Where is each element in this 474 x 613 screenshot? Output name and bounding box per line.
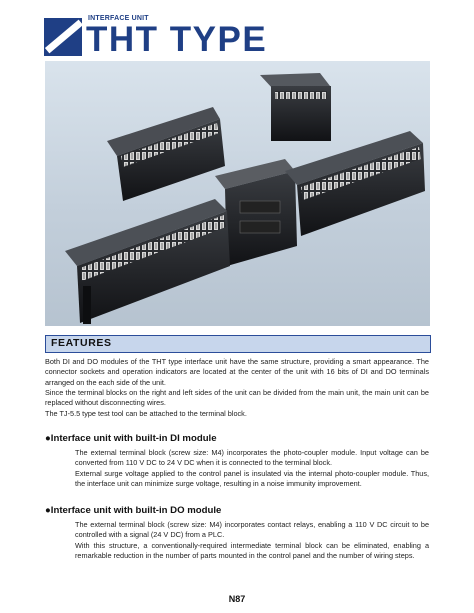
- features-paragraph-3: The TJ-5.5 type test tool can be attached to the terminal block.: [45, 409, 247, 418]
- unit-front-left: [65, 199, 230, 324]
- features-bar: [45, 335, 431, 353]
- unit-back-right: [260, 73, 331, 141]
- header-subtitle: INTERFACE UNIT: [88, 15, 149, 22]
- product-illustration: [45, 61, 430, 326]
- di-section-heading: ●Interface unit with built-in DI module: [45, 433, 217, 444]
- unit-back-left: [107, 107, 225, 201]
- page-number: N87: [228, 594, 246, 604]
- features-paragraph-1: Both DI and DO modules of the THT type interface unit have the same structure, providing a smart appearance. The connector sockets and operation indicators are located at the center of the unit with 16 bits of DI and DO terminals arranged on the each side of the unit.: [45, 357, 429, 387]
- features-paragraph-2: Since the terminal blocks on the right and left sides of the unit can be divided from the main unit, the main unit can be replaced without disconnecting wires.: [45, 388, 429, 408]
- do-section-heading: ●Interface unit with built-in DO module: [45, 505, 222, 516]
- page-title: THT TYPE: [86, 20, 268, 59]
- product-photo: [45, 61, 430, 326]
- brand-logo-icon: [44, 18, 82, 56]
- di-paragraph-1: The external terminal block (screw size: M4) incorporates the photo-coupler module. Input voltage can be converted from 110 V DC to 24 V DC when it is connected to the terminal block.: [75, 448, 429, 468]
- features-heading: FEATURES: [51, 337, 112, 349]
- logo-slash: [45, 20, 83, 54]
- do-paragraph-2: With this structure, a conventionally-required intermediate terminal block can be eliminated, enabling a remarkable reduction in the number of parts mounted in the control panel and the number of wiring steps.: [75, 541, 429, 561]
- do-paragraph-1: The external terminal block (screw size: M4) incorporates contact relays, enabling a 110 V DC circuit to be controlled with a signal (24 V DC) from a PLC.: [75, 520, 429, 540]
- di-paragraph-2: External surge voltage applied to the control panel is insulated via the internal photo-coupler module. Thus, the interface unit can minimize surge voltage, resulting in a noise immunity improvement.: [75, 469, 429, 489]
- unit-right-long: [285, 131, 425, 236]
